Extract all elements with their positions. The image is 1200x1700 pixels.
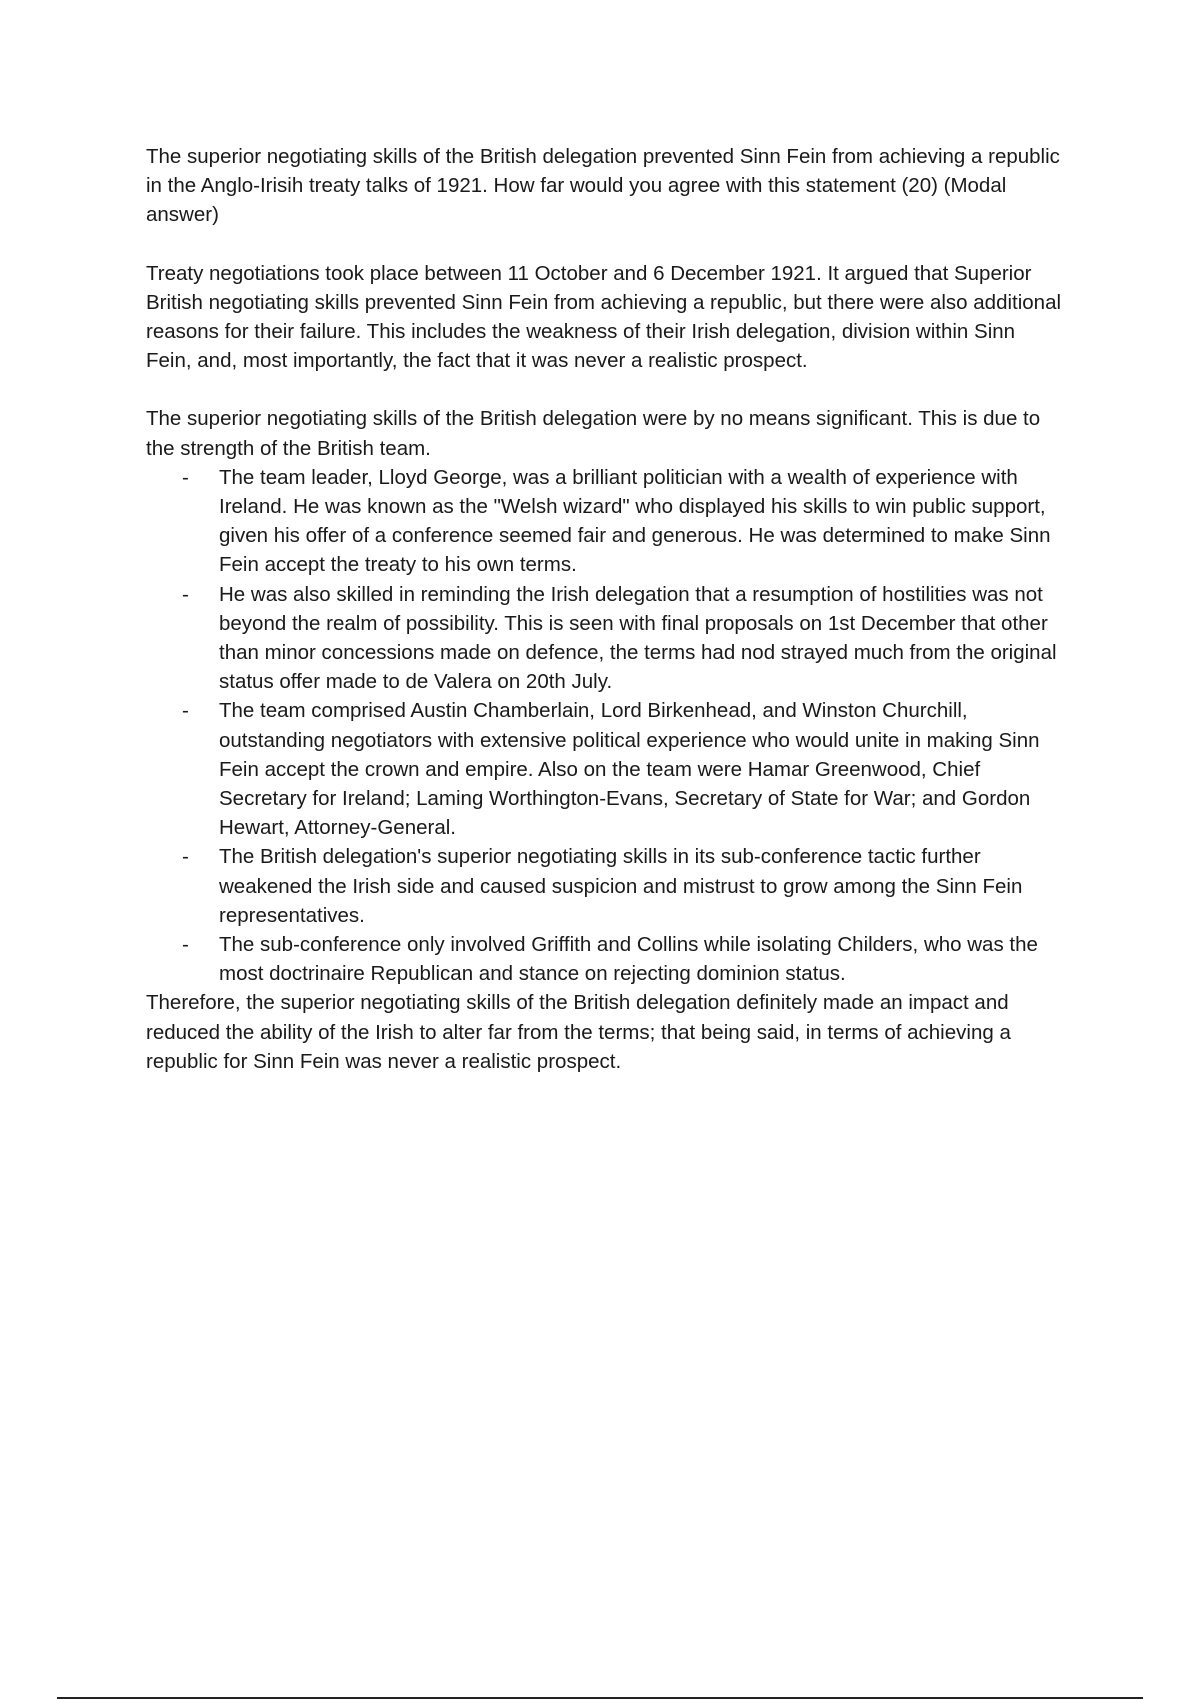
bullet-item-sub-conference-tactic [146,842,1066,930]
footer-divider [57,1697,1143,1699]
dash-bullet-icon: - [182,465,189,489]
bullet-item-lloyd-george [146,463,1066,580]
dash-bullet-icon: - [182,582,189,606]
dash-bullet-icon: - [182,933,189,957]
essay-question: The superior negotiating skills of the British delegation prevented Sinn Fein from achieving a republic in the Anglo-Irisih treaty talks of 1921. How far would you agree with this statement (20) (Modal answer) [146,145,1060,227]
dash-bullet-icon: - [182,845,189,869]
document-body [146,142,1066,1076]
paragraph-spacer [146,230,1066,259]
bullet-item-hostilities [146,580,1066,697]
dash-bullet-icon: - [182,699,189,723]
introduction-paragraph: Treaty negotiations took place between 11 October and 6 December 1921. It argued that Superior British negotiating skills prevented Sinn Fein from achieving a republic, but there were also additional reasons for their failure. This includes the weakness of their Irish delegation, division within Sinn Fein, and, most importantly, the fact that it was never a realistic prospect. [146,261,1062,373]
bullet-text: The sub-conference only involved Griffith and Collins while isolating Childers, who was the most doctrinaire Republican and stance on rejecting dominion status. [219,933,1038,986]
bullet-text: He was also skilled in reminding the Irish delegation that a resumption of hostilities was not beyond the realm of possibility. This is seen with final proposals on 1st December that other than minor concessions made on defence, the terms had nod strayed much from the original status offer made to de Valera on 20th July. [219,582,1057,694]
bullet-item-childers-isolation [146,930,1066,988]
section-intro-paragraph: The superior negotiating skills of the British delegation were by no means significant. This is due to the strength of the British team. [146,407,1041,460]
bullet-list [146,463,1066,989]
bullet-text: The British delegation's superior negotiating skills in its sub-conference tactic further weakened the Irish side and caused suspicion and mistrust to grow among the Sinn Fein representatives. [219,845,1023,927]
bullet-text: The team comprised Austin Chamberlain, Lord Birkenhead, and Winston Churchill, outstanding negotiators with extensive political experience who would unite in making Sinn Fein accept the crown and empire. Also on the team were Hamar Greenwood, Chief Secretary for Ireland; Laming Worthington-Evans, Secretary of State for War; and Gordon Hewart, Attorney-General. [219,699,1040,840]
bullet-item-team-members [146,696,1066,842]
paragraph-spacer [146,375,1066,404]
bullet-text: The team leader, Lloyd George, was a brilliant politician with a wealth of experience with Ireland. He was known as the "Welsh wizard" who displayed his skills to win public support, given his offer of a conference seemed fair and generous. He was determined to make Sinn Fein accept the treaty to his own terms. [219,465,1051,577]
conclusion-paragraph: Therefore, the superior negotiating skills of the British delegation definitely made an impact and reduced the ability of the Irish to alter far from the terms; that being said, in terms of achieving a republic for Sinn Fein was never a realistic prospect. [146,991,1011,1073]
